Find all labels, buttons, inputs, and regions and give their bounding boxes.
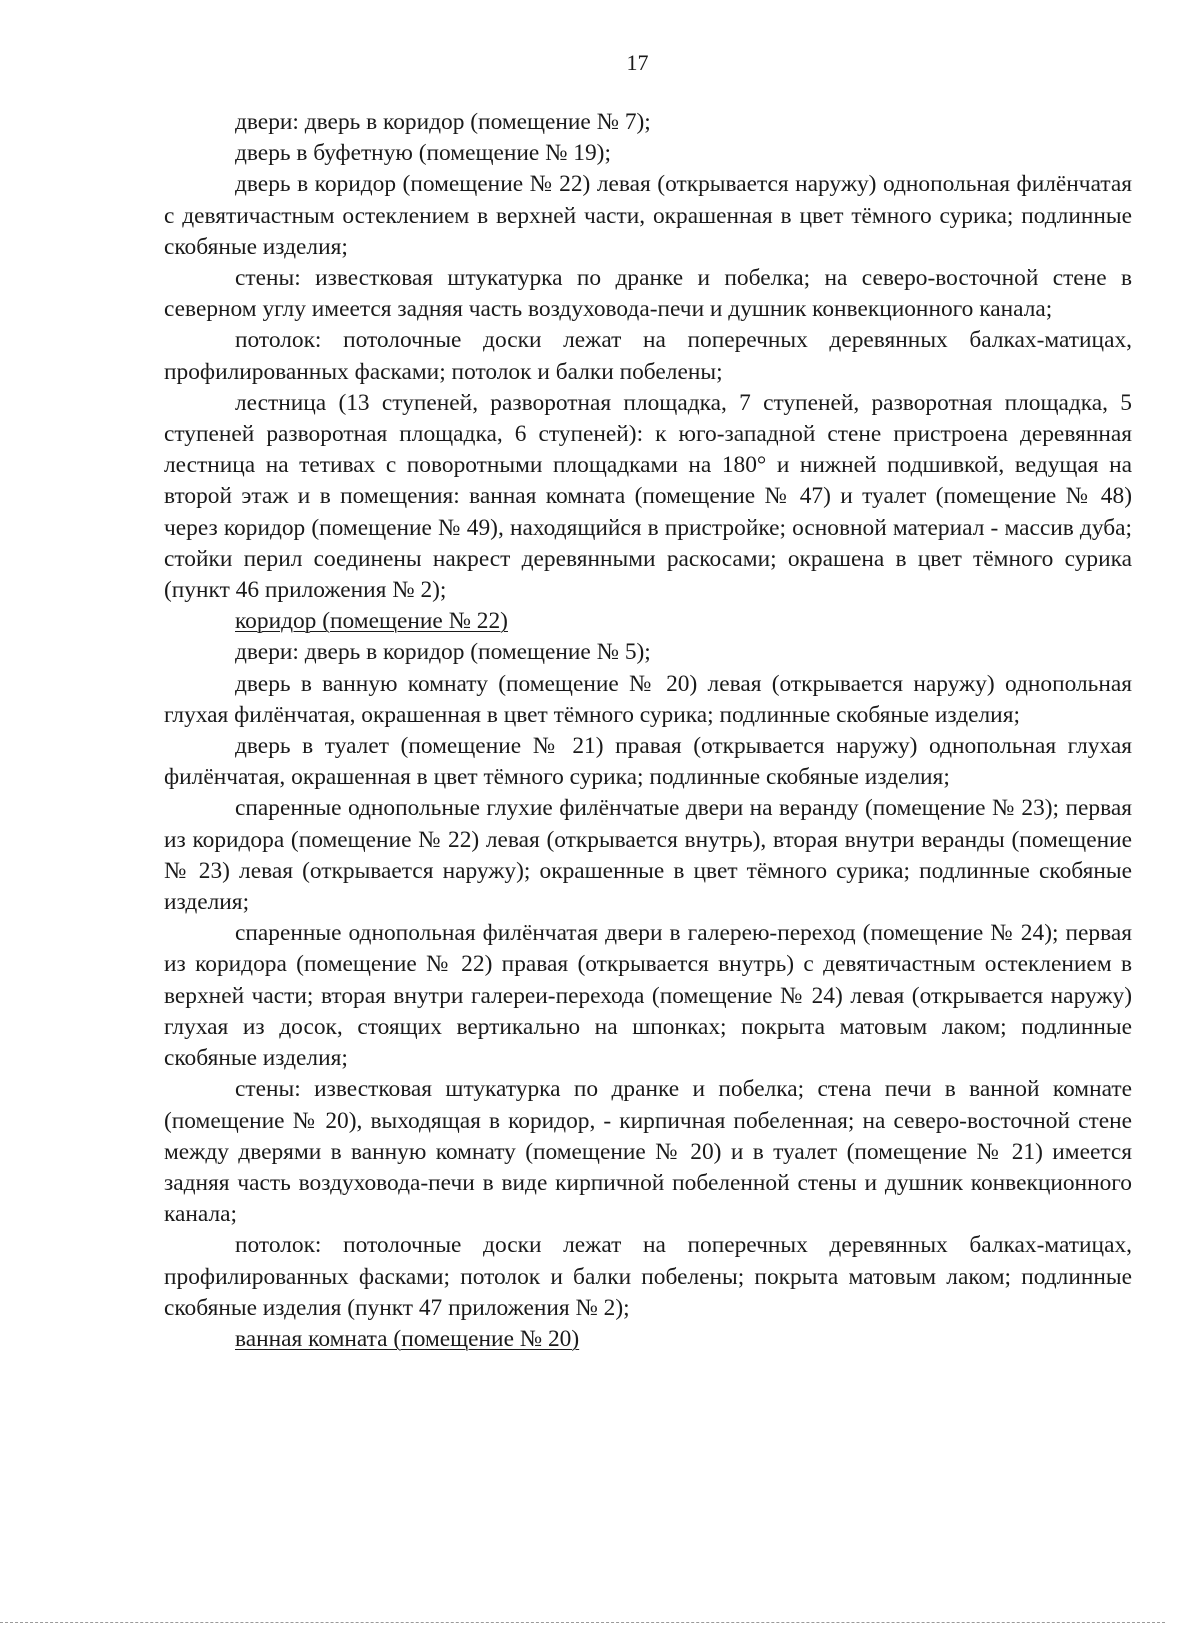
paragraph: лестница (13 ступеней, разворотная площадка, 7 ступеней, разворотная площадка, 5 ступеней разворотная площадка, 6 ступеней): к юго-западной стене пристроена деревянная лестница на тетивах с поворотными площадками на 180° и нижней подшивкой, ведущая на второй этаж и в помещения: ванная комната (помещение № 47) и туалет (помещение № 48) через коридор (помещение № 49), находящийся в пристройке; основной материал - массив дуба; стойки перил соединены накрест деревянными раскосами; окрашена в цвет тёмного сурика (пункт 46 приложения № 2);	[164, 389, 1132, 604]
paragraph: потолок: потолочные доски лежат на поперечных деревянных балках-матицах, профилированных фасками; потолок и балки побелены;	[164, 327, 1132, 385]
section-heading: ванная комната (помещение № 20)	[235, 1325, 580, 1352]
paragraph: дверь в ванную комнату (помещение № 20) левая (открывается наружу) однопольная глухая филёнчатая, окрашенная в цвет тёмного сурика; подлинные скобяные изделия;	[164, 670, 1132, 728]
paragraph: спаренные однопольная филёнчатая двери в галерею-переход (помещение № 24); первая из коридора (помещение № 22) правая (открывается внутрь) с девятичастным остеклением в верхней части; вторая внутри галереи-перехода (помещение № 24) левая (открывается наружу) глухая из досок, стоящих вертикально на шпонках; покрыта матовым лаком; подлинные скобяные изделия;	[164, 920, 1132, 1072]
footer-rule	[0, 1622, 1165, 1623]
paragraph: дверь в туалет (помещение № 21) правая (открывается наружу) однопольная глухая филёнчатая, окрашенная в цвет тёмного сурика; подлинные скобяные изделия;	[164, 733, 1132, 791]
page-number: 17	[626, 50, 649, 75]
paragraph: потолок: потолочные доски лежат на поперечных деревянных балках-матицах, профилированных фасками; потолок и балки побелены; покрыта матовым лаком; подлинные скобяные изделия (пункт 47 приложения № 2);	[164, 1232, 1132, 1321]
paragraph: дверь в буфетную (помещение № 19);	[235, 140, 611, 167]
section-heading: коридор (помещение № 22)	[235, 608, 508, 635]
paragraph: стены: известковая штукатурка по дранке и побелка; стена печи в ванной комнате (помещение № 20), выходящая в коридор, - кирпичная побеленная; на северо-восточной стене между дверями в ванную комнату (помещение № 20) и в туалет (помещение № 21) имеется задняя часть воздуховода-печи в виде кирпичной побеленной стены и душник конвекционного канала;	[164, 1076, 1132, 1228]
paragraph: двери: дверь в коридор (помещение № 7);	[235, 109, 651, 135]
paragraph: двери: дверь в коридор (помещение № 5);	[235, 639, 651, 666]
paragraph: спаренные однопольные глухие филёнчатые двери на веранду (помещение № 23); первая из коридора (помещение № 22) левая (открывается внутрь), вторая внутри веранды (помещение № 23) левая (открывается наружу); окрашенные в цвет тёмного сурика; подлинные скобяные изделия;	[164, 795, 1132, 916]
paragraph: стены: известковая штукатурка по дранке и побелка; на северо-восточной стене в северном углу имеется задняя часть воздуховода-печи и душник конвекционного канала;	[164, 265, 1132, 323]
document-body	[164, 107, 1132, 1355]
paragraph: дверь в коридор (помещение № 22) левая (открывается наружу) однопольная филёнчатая с девятичастным остеклением в верхней части, окрашенная в цвет тёмного сурика; подлинные скобяные изделия;	[164, 171, 1132, 260]
